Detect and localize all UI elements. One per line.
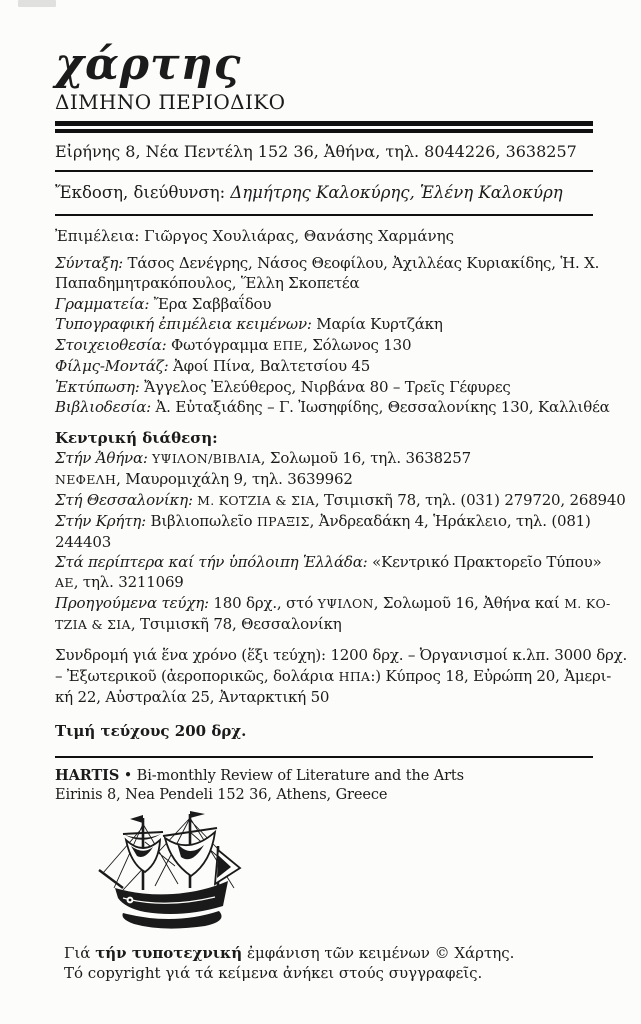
note-1-start: Γιά	[64, 944, 96, 962]
thessaloniki-line	[55, 490, 626, 511]
english-address-line	[55, 786, 593, 805]
grammateia-line	[55, 294, 593, 315]
english-title-line	[55, 766, 593, 786]
typografiki-name: Μαρία Κυρτζάκη	[311, 315, 443, 333]
syntaxi-line-1	[55, 253, 600, 274]
kriti-line-2	[55, 532, 593, 552]
athens-rest: , Σολωμοῦ 16, τηλ. 3638257	[260, 449, 471, 467]
sailing-ship-illustration	[93, 810, 253, 932]
subscription-usa-smallcaps: ΗΠΑ	[338, 668, 371, 684]
masthead-double-rule	[55, 121, 593, 133]
subscription-text-1: Συνδρομή γιά ἕνα χρόνο (ἕξι τεύχη): 1200 δρχ. – Ὀργανισμοί κ.λπ. 3000 δρχ.	[55, 646, 628, 664]
editors-line	[55, 226, 593, 247]
subscription-text-2a: – Ἐξωτερικοῦ (ἀεροπορικῶς, δολάρια	[55, 666, 339, 685]
films-montaz-label: Φίλμς-Μοντάζ:	[55, 357, 169, 375]
grammateia-name: Ἔρα Σαββαΐδου	[149, 294, 272, 313]
vivliodesia-label: Βιβλιοδεσία:	[55, 398, 151, 416]
subscription-paragraph	[55, 645, 628, 708]
sailing-ship-icon	[93, 810, 253, 932]
kiosks-agency: «Κεντρικό Πρακτορεῖο Τύπου»	[367, 553, 602, 571]
athens-line	[55, 448, 593, 469]
previous-issues-label: Προηγούμενα τεύχη:	[55, 594, 209, 612]
kiosks-line-1	[55, 552, 602, 572]
kriti-smallcaps: ΠΡΑΞΙΣ	[256, 514, 310, 529]
athens-bookstore-smallcaps: ΥΨΙΛΟΝ/ΒΙΒΛΙΑ	[147, 451, 261, 466]
kriti-label: Στήν Κρήτη:	[55, 512, 146, 530]
kiosks-label: Στά περίπτερα καί τήν ὑπόλοιπη Ἑλλάδα:	[55, 553, 368, 571]
distribution-list	[55, 448, 626, 635]
grammateia-label: Γραμματεία:	[55, 294, 150, 313]
subscription-text-2b: :) Κύπρος 18, Εὐρώπη 20, Ἀμερι-	[370, 666, 612, 685]
subscription-line-3	[55, 687, 593, 708]
copyright-note-1	[64, 943, 593, 963]
thessaloniki-rest: , Τσιμισκῆ 78, τηλ. (031) 279720, 268940	[314, 491, 626, 509]
previous-issues-line-1	[55, 593, 611, 614]
stoixeiothesia-text: Φωτόγραμμα	[166, 335, 273, 354]
nefeli-line	[55, 469, 593, 490]
thessaloniki-label: Στή Θεσσαλονίκη:	[55, 491, 193, 509]
note-1-emphasis: τήν τυποτεχνική	[95, 944, 243, 962]
syntaxi-names-2: Παπαδημητρακόπουλος, Ἕλλη Σκοπετέα	[55, 274, 360, 292]
kriti-line-1	[55, 511, 593, 532]
previous-issues-price: 180 δρχ., στό	[208, 594, 318, 612]
subscription-line-1	[55, 645, 628, 666]
scan-smudge	[18, 0, 56, 7]
syntaxi-names-1: Τάσος Δενέγρης, Νάσος Θεοφίλου, Ἀχιλλέας Κυριακίδης, Ἡ. Χ.	[122, 253, 600, 272]
english-magazine-desc: • Bi-monthly Review of Literature and the Arts	[119, 768, 464, 784]
kriti-text: Βιβλιοπωλεῖο	[145, 512, 257, 530]
production-credits	[55, 253, 610, 418]
thessaloniki-smallcaps: Μ. ΚΟΤΖΙΑ & ΣΙΑ	[192, 493, 315, 508]
issue-price-line: Τιμή τεύχους 200 δρχ.	[55, 721, 247, 740]
subscription-text-3: κή 22, Αὐστραλία 25, Ἀνταρκτική 50	[55, 688, 330, 706]
previous-issues-mid: , Σολωμοῦ 16, Ἀθήνα καί	[373, 594, 565, 612]
typografiki-line	[55, 314, 593, 335]
copyright-note-2	[64, 963, 593, 983]
ektyposi-line	[55, 377, 593, 398]
syntaxi-label: Σύνταξη:	[55, 253, 123, 272]
nefeli-smallcaps: ΝΕΦΕΛΗ	[55, 472, 117, 487]
stoixeiothesia-label: Στοιχειοθεσία:	[55, 335, 167, 354]
copyright-notes	[64, 943, 593, 983]
publisher-names: Δημήτρης Καλοκύρης, Ἑλένη Καλοκύρη	[225, 183, 563, 202]
address-line: Εἰρήνης 8, Νέα Πεντέλη 152 36, Ἀθήνα, τηλ. 8044226, 3638257	[55, 142, 577, 161]
nefeli-rest: , Μαυρομιχάλη 9, τηλ. 3639962	[116, 470, 353, 488]
vivliodesia-text: Ἀ. Εὐταξιάδης – Γ. Ἰωσηφίδης, Θεσσαλονίκης 130, Καλλιθέα	[150, 398, 610, 416]
note-2-text: Τό copyright γιά τά κείμενα ἀνήκει στούς συγγραφεῖς.	[64, 964, 483, 982]
ektyposi-label: Ἐκτύπωση:	[55, 377, 140, 396]
rule-above-english-footer	[55, 756, 593, 758]
vivliodesia-line	[55, 397, 610, 418]
subscription-line-2	[55, 666, 612, 688]
english-masthead	[55, 766, 593, 805]
ektyposi-text: Ἄγγελος Ἐλεύθερος, Νιρβάνα 80 – Τρεῖς Γέφυρες	[139, 377, 511, 396]
previous-issues-smallcaps-3: ΤΖΙΑ & ΣΙΑ	[55, 617, 131, 632]
kiosks-phone: , τηλ. 3211069	[73, 573, 184, 591]
publisher-label: Ἔκδοση, διεύθυνση:	[55, 183, 226, 202]
kiosks-line-2	[55, 572, 593, 593]
typografiki-label: Τυπογραφική ἐπιμέλεια κειμένων:	[55, 315, 312, 333]
magazine-logo: χάρτης	[55, 39, 242, 90]
films-montaz-line	[55, 356, 593, 377]
english-magazine-name: HARTIS	[55, 767, 120, 784]
publisher-line	[55, 183, 593, 203]
syntaxi-line-2	[55, 273, 593, 294]
previous-issues-smallcaps-2: Μ. ΚΟ-	[564, 596, 611, 611]
previous-issues-rest: , Τσιμισκῆ 78, Θεσσαλονίκη	[130, 615, 342, 633]
stoixeiothesia-address: , Σόλωνος 130	[303, 335, 412, 354]
rule-under-publisher	[55, 214, 593, 216]
kriti-phone-continuation: 244403	[55, 533, 112, 551]
rule-under-address	[55, 170, 593, 172]
magazine-subtitle: ΔΙΜΗΝΟ ΠΕΡΙΟΔΙΚΟ	[55, 90, 286, 114]
editors-names: Γιῶργος Χουλιάρας, Θανάσης Χαρμάνης	[139, 227, 454, 245]
note-1-end: ἐμφάνιση τῶν κειμένων © Χάρτης.	[242, 944, 515, 962]
distribution-heading: Κεντρική διάθεση:	[55, 428, 218, 447]
stoixeiothesia-smallcaps: ΕΠΕ	[273, 337, 304, 353]
kiosks-ae-smallcaps: ΑΕ	[55, 575, 74, 590]
editors-label: Ἐπιμέλεια:	[55, 227, 140, 245]
english-address-text: Eirinis 8, Nea Pendeli 152 36, Athens, Greece	[55, 787, 388, 803]
page-content	[55, 0, 628, 983]
stoixeiothesia-line	[55, 335, 593, 357]
kriti-rest: , Ἀνδρεαδάκη 4, Ἡράκλειο, τηλ. (081)	[309, 512, 591, 530]
films-montaz-text: Ἀφοί Πίνα, Βαλτετσίου 45	[168, 357, 371, 375]
athens-label: Στήν Ἀθήνα:	[55, 449, 148, 467]
previous-issues-smallcaps-1: ΥΨΙΛΟΝ	[317, 596, 374, 611]
previous-issues-line-2	[55, 614, 593, 635]
